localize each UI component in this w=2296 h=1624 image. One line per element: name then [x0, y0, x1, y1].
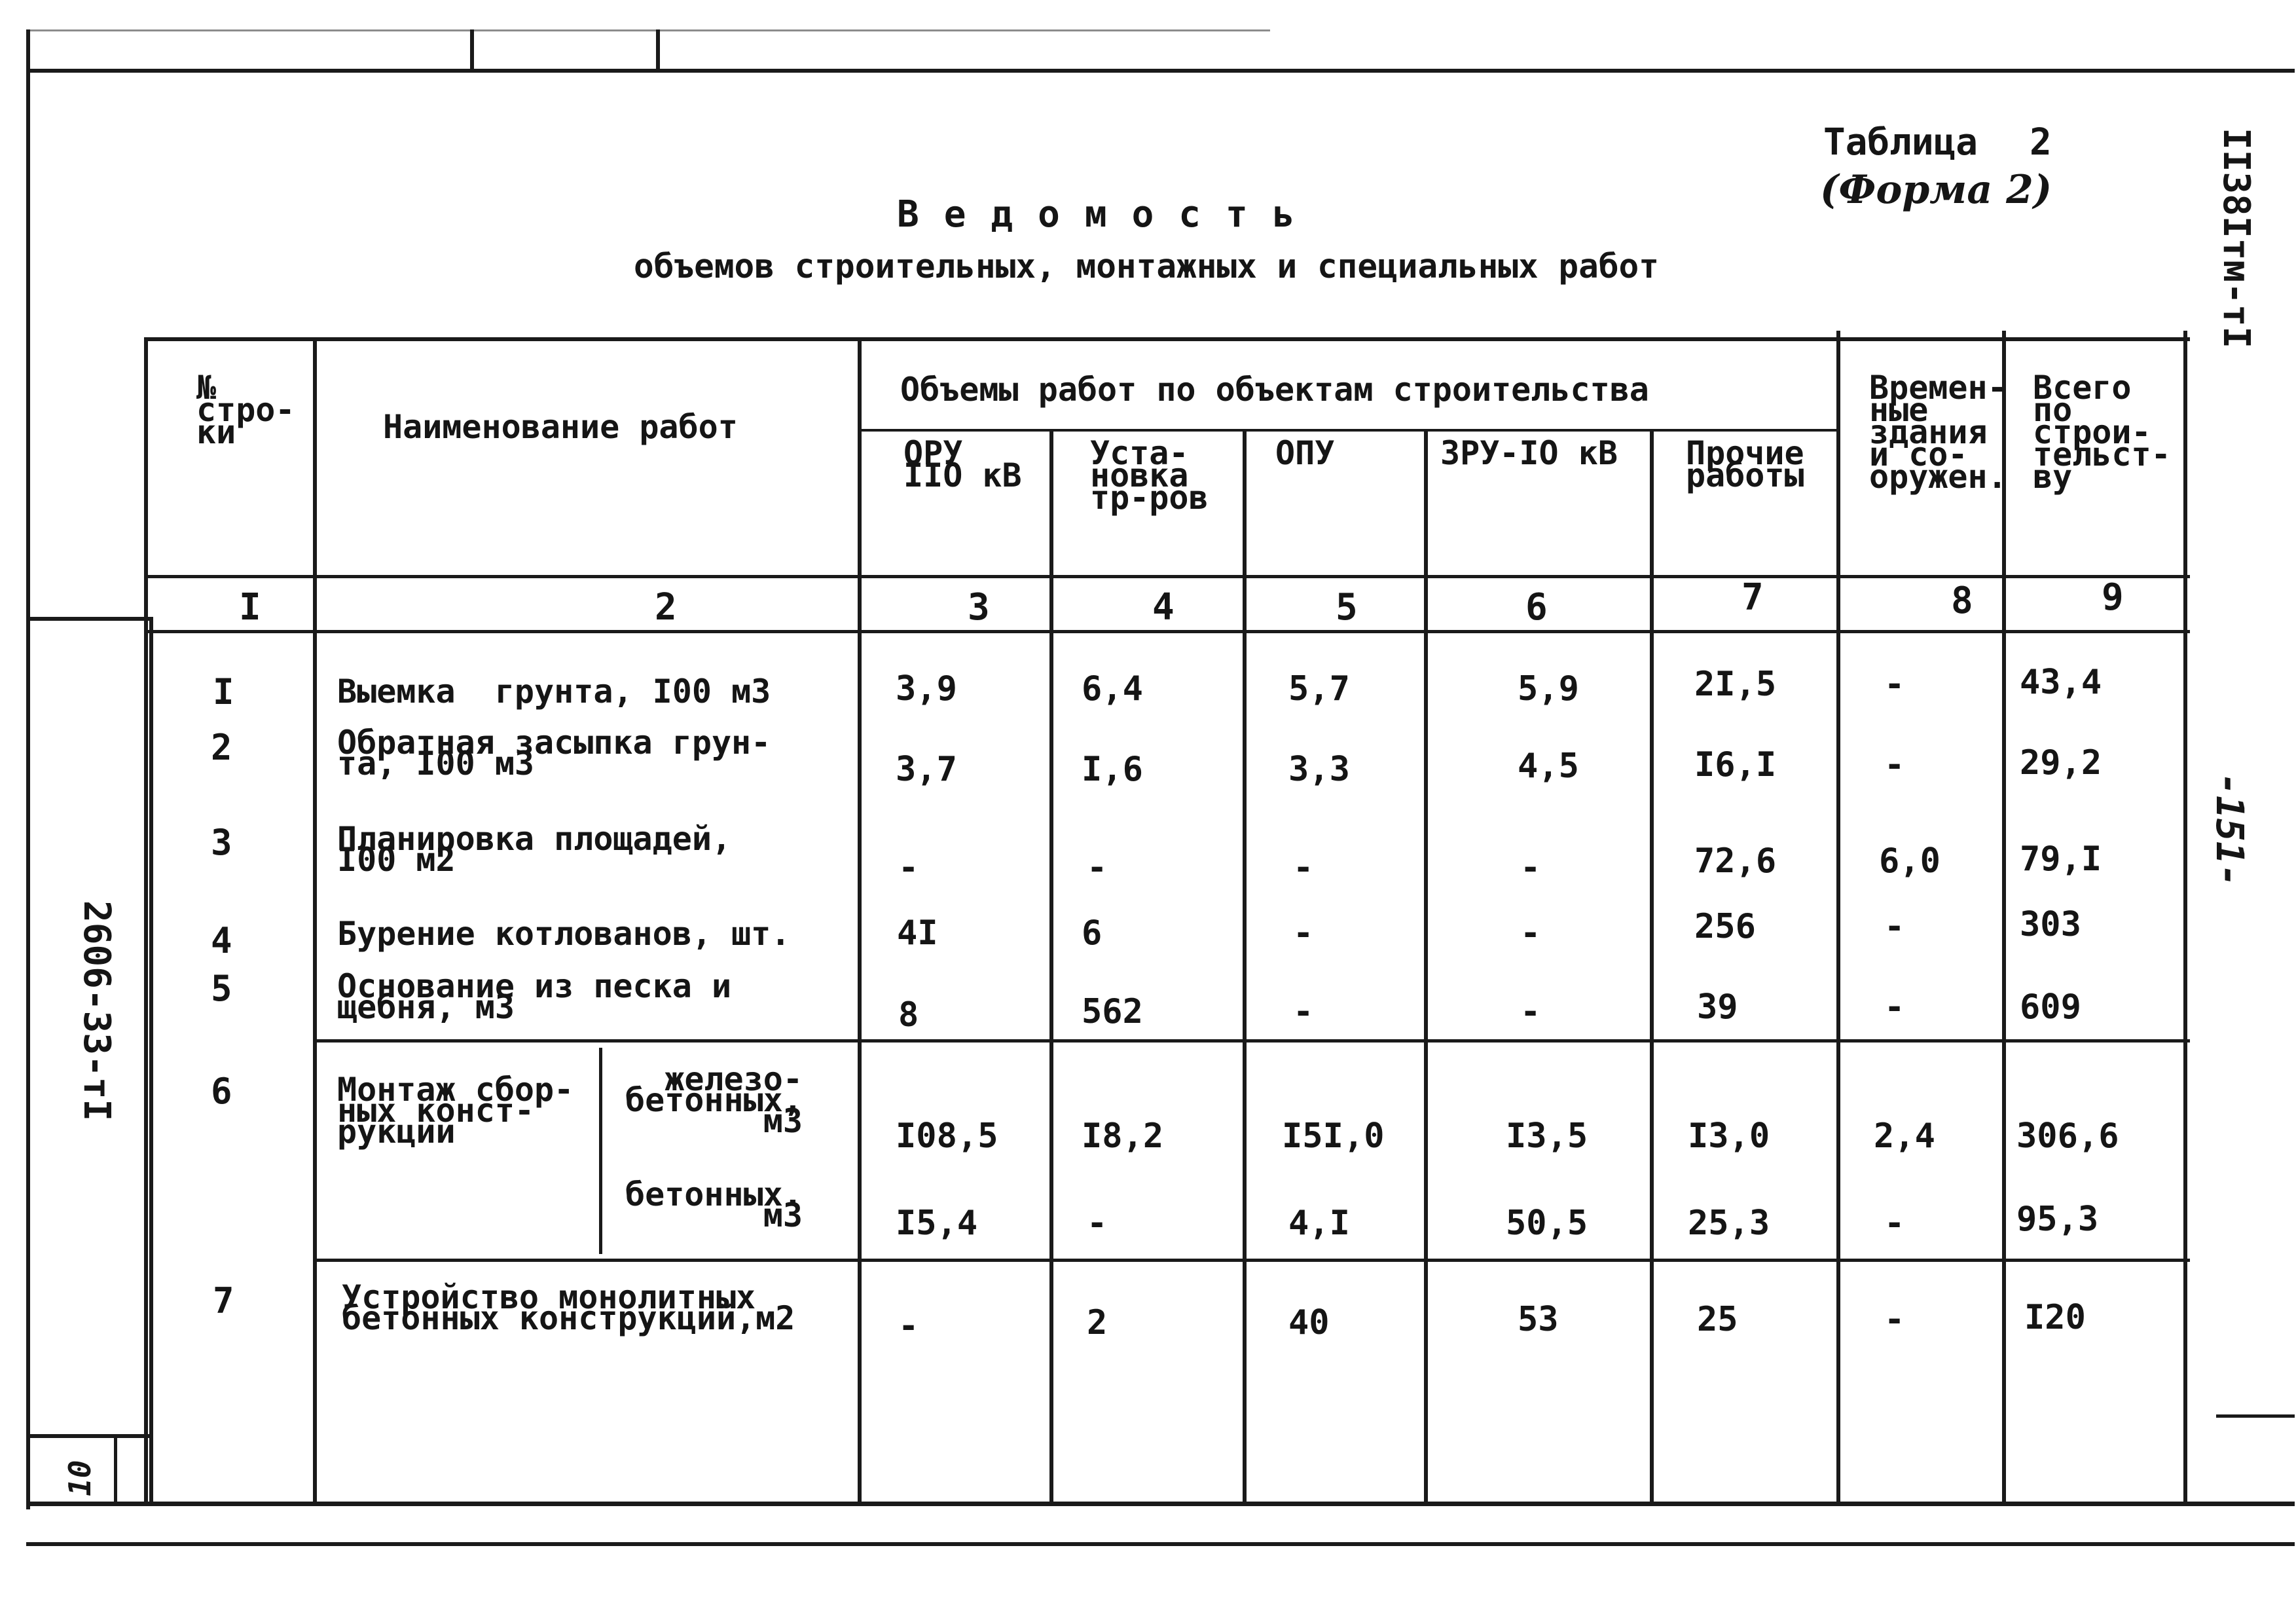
margin-box-right — [149, 617, 153, 1505]
value-oru: I5,4 — [896, 1204, 978, 1243]
row-5-bottom-border — [314, 1039, 2190, 1043]
value-oru: 3,7 — [896, 750, 957, 789]
value-zru: 50,5 — [1506, 1204, 1588, 1243]
value-total: I20 — [2024, 1298, 2086, 1337]
value-total: 303 — [2020, 905, 2081, 944]
value-opu: 4,I — [1288, 1204, 1350, 1243]
work-name: Бурение котлованов, шт. — [337, 915, 791, 953]
group-header-underline — [859, 429, 1838, 432]
value-total: 43,4 — [2020, 663, 2102, 702]
table-right-border — [2183, 331, 2187, 1503]
value-opu: - — [1293, 913, 1314, 953]
table-top-border — [144, 337, 2190, 341]
page-mark: -151- — [2208, 773, 2252, 887]
value-transformers: 6,4 — [1082, 669, 1143, 709]
column-numbers-bottom-border — [144, 630, 2190, 633]
table-left-border — [144, 337, 148, 1503]
value-transformers: I8,2 — [1082, 1116, 1164, 1156]
value-zru: - — [1520, 848, 1541, 887]
header-col-transformers: Уста- новка тр-ров — [1090, 434, 1209, 517]
col-divider-7 — [1836, 331, 1840, 1503]
col-divider-5 — [1424, 429, 1428, 1503]
value-total: 306,6 — [2016, 1116, 2119, 1156]
value-other: 25,3 — [1688, 1204, 1770, 1243]
value-opu: - — [1293, 992, 1314, 1031]
value-other: 256 — [1694, 907, 1756, 946]
value-temporary: - — [1884, 745, 1905, 784]
value-other: 72,6 — [1694, 841, 1777, 881]
right-margin-line — [2216, 1414, 2295, 1418]
value-total: 609 — [2020, 987, 2081, 1027]
value-transformers: I,6 — [1082, 750, 1143, 789]
table-label: Таблица — [1823, 121, 1978, 164]
header-col-oru: ОРУ IIО кВ — [903, 434, 1022, 494]
value-oru: 8 — [898, 995, 919, 1035]
document-subtitle: объемов строительных, монтажных и специальных работ — [634, 248, 1659, 286]
work-name: Монтаж сбор- ных конст- рукций — [337, 1071, 574, 1151]
row-number: 2 — [211, 727, 232, 768]
work-name: Обратная засыпка грун- та, I00 м3 — [337, 724, 771, 783]
value-oru: I08,5 — [896, 1116, 998, 1156]
value-temporary: - — [1884, 987, 1905, 1027]
header-col-zru: ЗРУ-IО кВ — [1440, 434, 1618, 472]
margin-box-top — [30, 617, 151, 621]
value-temporary: 2,4 — [1874, 1116, 1935, 1156]
value-transformers: 2 — [1087, 1303, 1108, 1342]
column-number: 4 — [1152, 586, 1175, 629]
column-number: 8 — [1951, 580, 1973, 622]
header-col-total: Всего по строи- тельст- ву — [2033, 369, 2171, 496]
page-bottom-line — [26, 1542, 2295, 1546]
value-temporary: 6,0 — [1879, 841, 1941, 881]
value-temporary: - — [1884, 1300, 1905, 1339]
corner-number: 10 — [62, 1460, 98, 1496]
column-number: 6 — [1525, 586, 1548, 629]
frame-top-tick-1 — [470, 29, 474, 72]
margin-corner-top — [30, 1434, 151, 1438]
value-oru: 3,9 — [896, 669, 957, 709]
value-opu: 40 — [1288, 1303, 1330, 1342]
row-6-bottom-border — [314, 1259, 2190, 1262]
row-number: I — [213, 671, 234, 712]
value-opu: I5I,0 — [1282, 1116, 1385, 1156]
frame-bottom-line — [26, 1502, 2295, 1506]
value-opu: - — [1293, 848, 1314, 887]
col-divider-6 — [1650, 429, 1654, 1503]
value-zru: 4,5 — [1518, 747, 1579, 786]
frame-top-tick-2 — [656, 29, 660, 72]
value-transformers: - — [1087, 1204, 1108, 1243]
column-number: 7 — [1741, 576, 1764, 619]
value-temporary: - — [1884, 1204, 1905, 1243]
doc-code-left: 2606-33-тI — [75, 900, 118, 1122]
col-divider-1 — [313, 337, 317, 1503]
value-transformers: 6 — [1082, 913, 1102, 953]
value-total: 29,2 — [2020, 743, 2102, 783]
value-transformers: - — [1087, 848, 1108, 887]
row-number: 6 — [211, 1071, 232, 1112]
form-note: (Форма 2) — [1820, 167, 2052, 213]
header-col-opu: ОПУ — [1275, 434, 1335, 472]
frame-left-line — [26, 29, 30, 1509]
value-other: 2I,5 — [1694, 665, 1777, 704]
value-oru: 4I — [897, 913, 938, 953]
table-number: 2 — [2030, 121, 2052, 164]
row-number: 4 — [211, 920, 232, 961]
row-6-inner-divider — [599, 1048, 602, 1254]
col-divider-2 — [858, 337, 862, 1503]
value-opu: 5,7 — [1288, 669, 1350, 709]
column-number: 9 — [2102, 576, 2124, 619]
column-number: 5 — [1336, 586, 1358, 629]
doc-code-right: II38Iтм-тI — [2215, 128, 2257, 349]
header-bottom-border — [144, 575, 2190, 578]
value-opu: 3,3 — [1288, 750, 1350, 789]
header-col-temporary: Времен- ные здания и со- оружен. — [1869, 369, 2007, 496]
row-number: 7 — [213, 1280, 234, 1321]
value-temporary: - — [1884, 665, 1905, 704]
value-other: I3,0 — [1688, 1116, 1770, 1156]
row-number: 3 — [211, 822, 232, 863]
header-row-number: № стро- ки — [196, 369, 295, 451]
sub-item-name: бетонных. м3 — [625, 1175, 803, 1234]
column-number: I — [239, 586, 261, 629]
value-total: 95,3 — [2016, 1200, 2099, 1239]
value-zru: 53 — [1518, 1300, 1559, 1339]
margin-corner-divider — [114, 1434, 117, 1505]
column-number: 2 — [655, 586, 677, 629]
value-total: 79,I — [2020, 840, 2102, 879]
work-name: Устройство монолитных бетонных конструкций,м2 — [342, 1278, 795, 1337]
col-divider-4 — [1243, 429, 1247, 1503]
value-zru: I3,5 — [1506, 1116, 1588, 1156]
row-number: 5 — [211, 968, 232, 1009]
value-other: I6,I — [1694, 745, 1777, 784]
column-number: 3 — [968, 586, 990, 629]
value-other: 25 — [1697, 1300, 1738, 1339]
value-zru: 5,9 — [1518, 669, 1579, 709]
work-name: Основание из песка и щебня, м3 — [337, 967, 732, 1026]
col-divider-8 — [2002, 331, 2006, 1503]
work-name: Планировка площадей, I00 м2 — [337, 820, 732, 879]
value-other: 39 — [1697, 987, 1738, 1027]
header-work-name: Наименование работ — [383, 408, 738, 446]
value-temporary: - — [1884, 907, 1905, 946]
value-zru: - — [1520, 913, 1541, 953]
col-divider-3 — [1049, 429, 1053, 1503]
work-name: Выемка грунта, I00 м3 — [337, 673, 771, 710]
value-zru: - — [1520, 992, 1541, 1031]
header-group-volumes: Объемы работ по объектам строительства — [900, 371, 1649, 409]
value-transformers: 562 — [1082, 992, 1143, 1031]
document-title: Ведомость — [897, 193, 1320, 236]
value-oru: - — [898, 1306, 919, 1346]
value-oru: - — [898, 848, 919, 887]
frame-top-edge — [26, 29, 1270, 31]
sub-item-name: железо- бетонных, м3 — [625, 1060, 803, 1140]
frame-top-line — [26, 69, 2295, 73]
header-col-other: Прочие работы — [1686, 434, 1804, 494]
